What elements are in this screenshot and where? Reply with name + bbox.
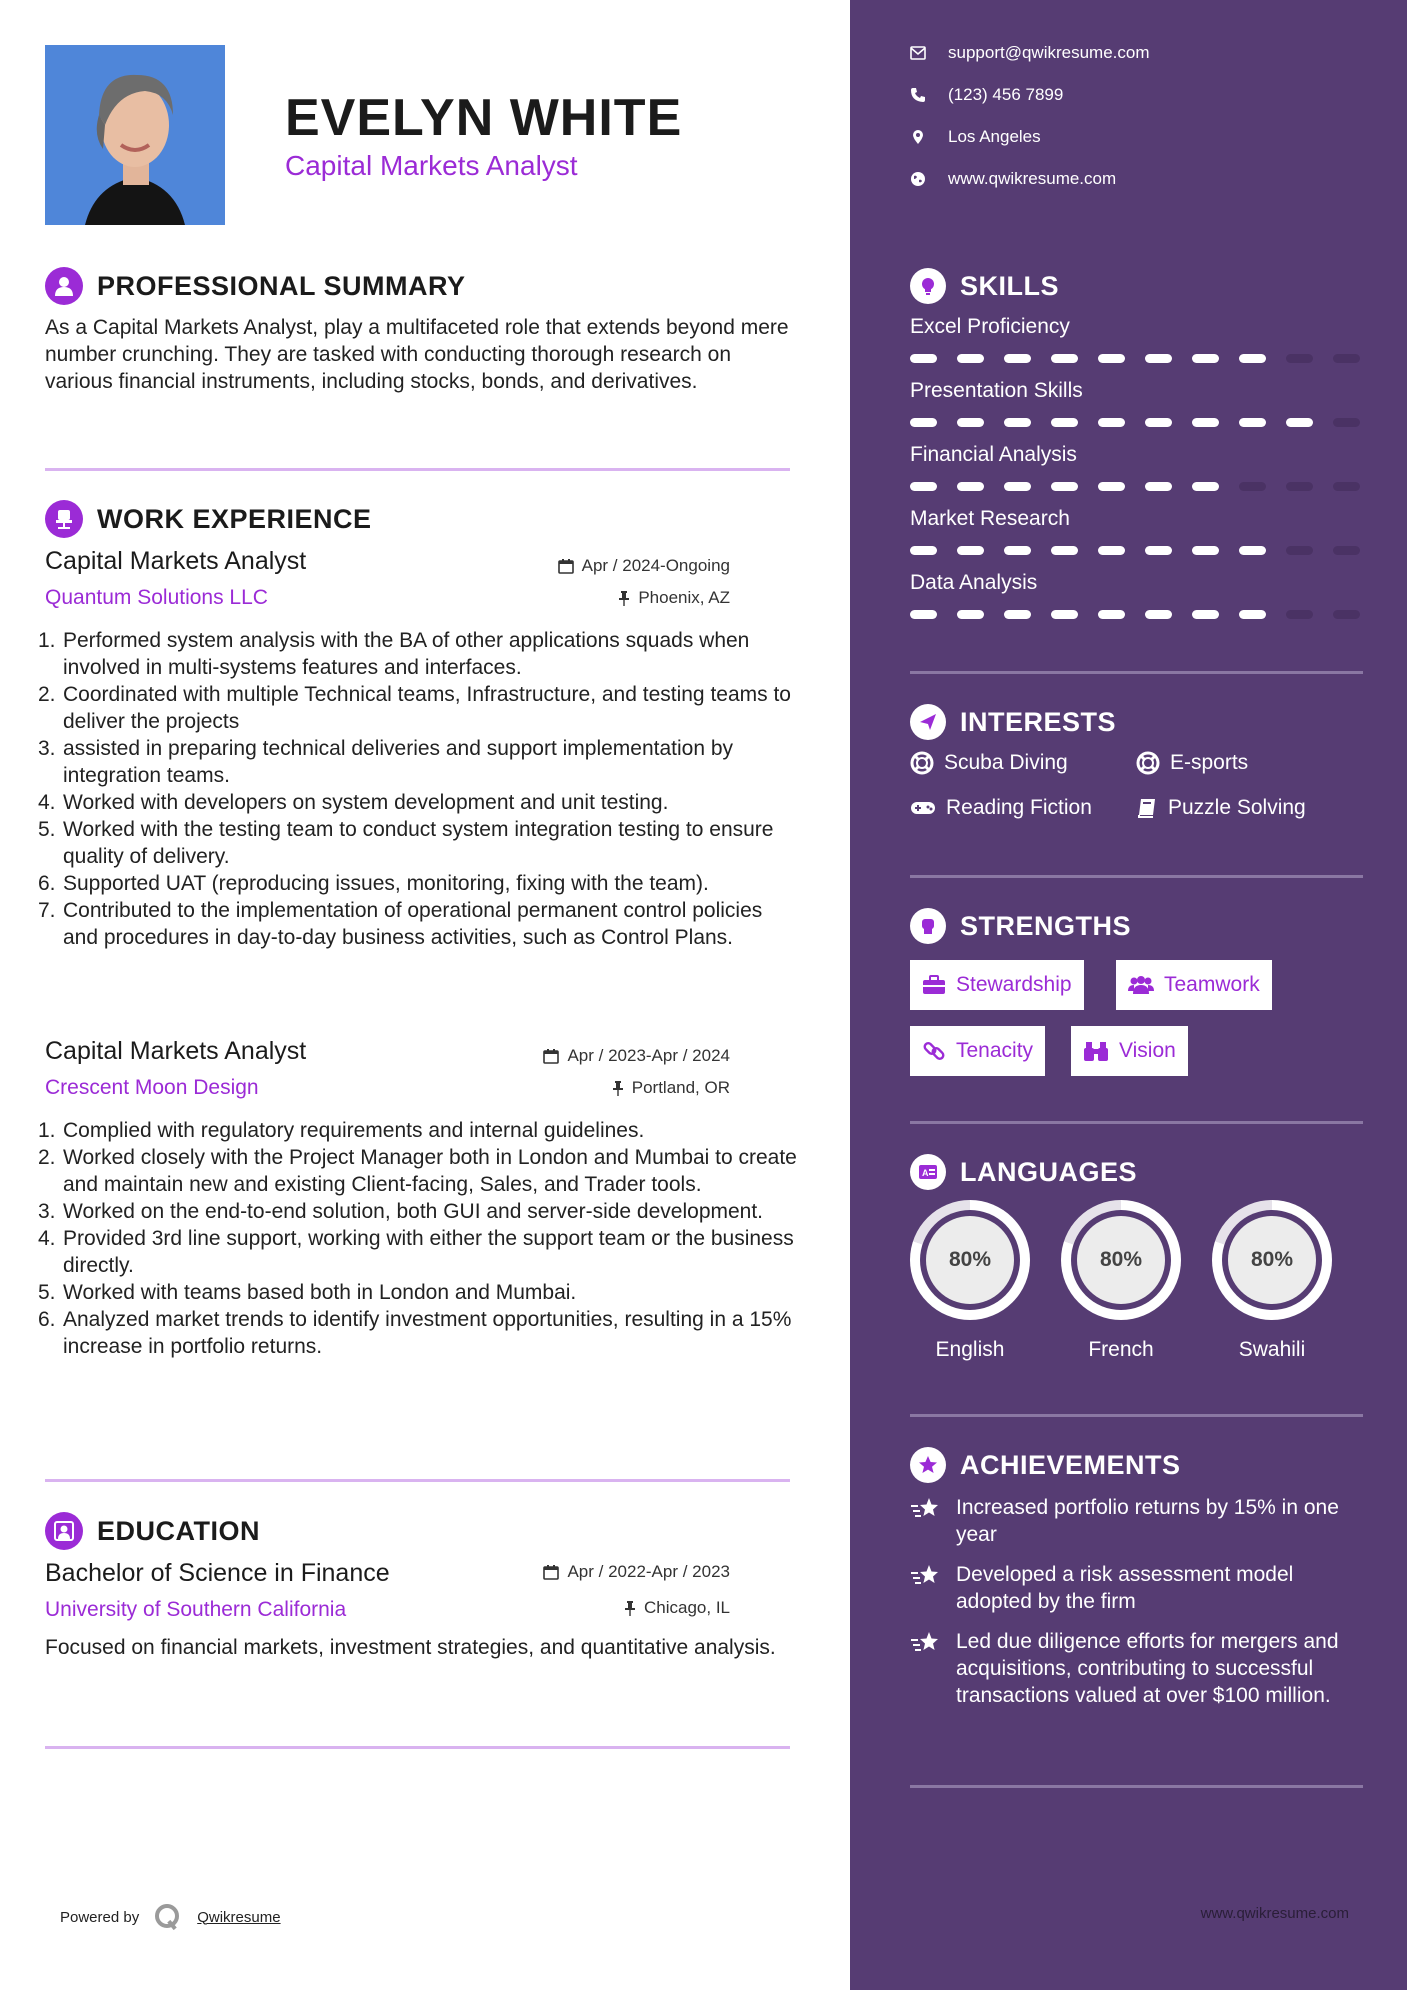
- skill-level-dash: [1239, 546, 1266, 555]
- map-pin-icon: [910, 129, 926, 145]
- skill-level-dash: [957, 610, 984, 619]
- skill-level-dash: [1051, 610, 1078, 619]
- skill-level-dash: [1098, 482, 1125, 491]
- skill-level-dash: [1051, 354, 1078, 363]
- skill-level-dash: [1098, 610, 1125, 619]
- skill-level-dash: [1192, 482, 1219, 491]
- interests-heading: INTERESTS: [910, 704, 1116, 740]
- list-item: 6. Supported UAT (reproducing issues, monitoring, fixing with the team).: [38, 872, 709, 895]
- section-divider: [910, 1785, 1363, 1788]
- skill-level-dash: [910, 418, 937, 427]
- skill-level-dash: [1004, 482, 1031, 491]
- list-item: 4. Provided 3rd line support, working with either the support team or the business directly.: [38, 1227, 794, 1277]
- star-icon: [910, 1496, 942, 1522]
- skill-level-dash: [957, 354, 984, 363]
- skill-level-dash: [910, 546, 937, 555]
- list-item: 7. Contributed to the implementation of operational permanent control policies and procedures in day-to-day business activities, such as Control Plans.: [38, 899, 763, 949]
- candidate-name: EVELYN WHITE: [285, 89, 683, 147]
- skill-level-dash: [1145, 610, 1172, 619]
- qwikresume-link[interactable]: Qwikresume: [197, 1908, 281, 1926]
- fist-icon: [910, 908, 946, 944]
- skill-level-dash: [1098, 546, 1125, 555]
- language-icon: [910, 1154, 946, 1190]
- skill-level-dash: [910, 610, 937, 619]
- list-item: 2. Worked closely with the Project Manager both in London and Mumbai to create and maintain new and existing Client-facing, Sales, and Trader tools.: [38, 1146, 797, 1196]
- skill-level-meter: [910, 546, 1360, 555]
- skill-level-dash: [1098, 354, 1125, 363]
- section-divider: [910, 671, 1363, 674]
- pin-icon: [624, 1600, 636, 1616]
- skill-name: Presentation Skills: [910, 379, 1083, 402]
- contact-email: support@qwikresume.com: [910, 43, 1150, 63]
- strengths-heading: STRENGTHS: [910, 908, 1131, 944]
- skill-level-dash: [1004, 546, 1031, 555]
- powered-by: Powered by Qwikresume: [60, 1902, 281, 1932]
- skill-level-dash: [1239, 482, 1266, 491]
- education-location: Chicago, IL: [624, 1598, 730, 1618]
- skill-level-dash: [910, 354, 937, 363]
- experience-heading: WORK EXPERIENCE: [45, 500, 372, 538]
- skill-level-dash: [1192, 418, 1219, 427]
- candidate-title: Capital Markets Analyst: [285, 150, 578, 181]
- language-ring: 80%: [910, 1200, 1030, 1320]
- section-divider: [45, 1479, 790, 1482]
- link-icon: [922, 1039, 946, 1063]
- star-icon: [910, 1630, 942, 1656]
- paper-plane-icon: [910, 704, 946, 740]
- skill-level-dash: [1004, 418, 1031, 427]
- skill-level-dash: [1192, 610, 1219, 619]
- qwikresume-logo-icon: [153, 1902, 183, 1932]
- interest-item: Reading Fiction: [910, 796, 1092, 820]
- skill-level-meter: [910, 354, 1360, 363]
- achievement-item: Developed a risk assessment model adopted by the firm: [910, 1561, 1370, 1615]
- skill-level-meter: [910, 482, 1360, 491]
- job-duties-list: [38, 627, 798, 951]
- section-divider: [45, 468, 790, 471]
- star-badge-icon: [910, 1447, 946, 1483]
- skill-level-dash: [1333, 354, 1360, 363]
- graduate-icon: [45, 1512, 83, 1550]
- chair-icon: [45, 500, 83, 538]
- sidebar: [850, 0, 1407, 1990]
- pin-icon: [612, 1080, 624, 1096]
- language-french: 80% French: [1061, 1200, 1181, 1362]
- skill-level-dash: [1145, 354, 1172, 363]
- skill-level-dash: [1333, 546, 1360, 555]
- skill-level-dash: [1051, 482, 1078, 491]
- job-title: Capital Markets Analyst: [45, 547, 307, 575]
- footer-url[interactable]: www.qwikresume.com: [1200, 1905, 1349, 1922]
- job-dates: Apr / 2023-Apr / 2024: [543, 1046, 730, 1066]
- skill-name: Data Analysis: [910, 571, 1038, 594]
- envelope-icon: [910, 46, 926, 60]
- skill-level-dash: [1004, 610, 1031, 619]
- education-dates: Apr / 2022-Apr / 2023: [543, 1562, 730, 1582]
- skill-level-meter: [910, 418, 1360, 427]
- life-ring-icon: [1136, 751, 1160, 775]
- education-description: Focused on financial markets, investment strategies, and quantitative analysis.: [45, 1636, 776, 1659]
- interest-item: Scuba Diving: [910, 751, 1068, 775]
- briefcase-icon: [922, 975, 946, 995]
- school-name: University of Southern California: [45, 1598, 347, 1621]
- skill-level-dash: [957, 546, 984, 555]
- pin-icon: [618, 590, 630, 606]
- interest-item: Puzzle Solving: [1136, 796, 1306, 820]
- skills-heading: SKILLS: [910, 268, 1059, 304]
- summary-text: As a Capital Markets Analyst, play a multifaceted role that extends beyond mere number crunching. They are tasked with conducting thorough research on various financial instruments, including stocks, bonds, and derivatives.: [45, 316, 789, 393]
- svg-text:A: A: [922, 1168, 929, 1178]
- skill-level-dash: [1286, 482, 1313, 491]
- list-item: 3. Worked on the end-to-end solution, both GUI and server-side development.: [38, 1200, 764, 1223]
- job-title: Capital Markets Analyst: [45, 1037, 307, 1065]
- strength-chip: Tenacity: [910, 1026, 1045, 1076]
- skill-level-dash: [910, 482, 937, 491]
- achievement-item: Increased portfolio returns by 15% in one year: [910, 1494, 1370, 1548]
- education-heading: EDUCATION: [45, 1512, 260, 1550]
- list-item: 1. Complied with regulatory requirements and internal guidelines.: [38, 1119, 645, 1142]
- summary-heading: PROFESSIONAL SUMMARY: [45, 267, 466, 305]
- interest-item: E-sports: [1136, 751, 1248, 775]
- skill-level-dash: [1333, 418, 1360, 427]
- section-divider: [45, 1746, 790, 1749]
- profile-photo: [45, 45, 225, 225]
- gamepad-icon: [910, 799, 936, 817]
- job-dates: Apr / 2024-Ongoing: [558, 556, 730, 576]
- skill-level-dash: [1192, 354, 1219, 363]
- user-icon: [45, 267, 83, 305]
- book-icon: [1136, 797, 1158, 819]
- strength-chip: Stewardship: [910, 960, 1084, 1010]
- list-item: 5. Worked with teams based both in London and Mumbai.: [38, 1281, 577, 1304]
- job-company: Crescent Moon Design: [45, 1076, 259, 1099]
- strength-chip: Teamwork: [1116, 960, 1272, 1010]
- skill-level-dash: [1286, 418, 1313, 427]
- contact-website: www.qwikresume.com: [910, 169, 1116, 189]
- skill-level-dash: [957, 418, 984, 427]
- language-ring: 80%: [1061, 1200, 1181, 1320]
- list-item: 3. assisted in preparing technical deliveries and support implementation by integration teams.: [38, 737, 734, 787]
- list-item: 2. Coordinated with multiple Technical teams, Infrastructure, and testing teams to deliver the projects: [38, 683, 791, 733]
- skill-level-dash: [1098, 418, 1125, 427]
- skill-name: Financial Analysis: [910, 443, 1077, 466]
- calendar-icon: [543, 1564, 559, 1580]
- skill-level-dash: [1239, 610, 1266, 619]
- skill-level-dash: [1051, 418, 1078, 427]
- job-duties-list: [38, 1117, 798, 1360]
- job-company: Quantum Solutions LLC: [45, 586, 268, 609]
- skill-level-dash: [1333, 610, 1360, 619]
- strength-chip: Vision: [1071, 1026, 1188, 1076]
- binoculars-icon: [1083, 1040, 1109, 1062]
- skill-level-dash: [1286, 610, 1313, 619]
- star-icon: [910, 1563, 942, 1589]
- calendar-icon: [543, 1048, 559, 1064]
- degree-title: Bachelor of Science in Finance: [45, 1559, 390, 1587]
- language-swahili: 80% Swahili: [1212, 1200, 1332, 1362]
- lightbulb-icon: [910, 268, 946, 304]
- skill-level-dash: [1239, 418, 1266, 427]
- skill-level-dash: [1239, 354, 1266, 363]
- section-divider: [910, 1414, 1363, 1417]
- skill-level-dash: [1145, 482, 1172, 491]
- list-item: 1. Performed system analysis with the BA of other applications squads when involved in multi-systems features and interfaces.: [38, 629, 750, 679]
- phone-icon: [910, 87, 926, 103]
- skill-level-dash: [1286, 354, 1313, 363]
- contact-location: Los Angeles: [910, 127, 1041, 147]
- contact-phone: (123) 456 7899: [910, 85, 1063, 105]
- achievement-item: Led due diligence efforts for mergers and acquisitions, contributing to successful transactions valued at over $100 million.: [910, 1628, 1370, 1709]
- skill-level-dash: [1004, 354, 1031, 363]
- skill-name: Market Research: [910, 507, 1070, 530]
- calendar-icon: [558, 558, 574, 574]
- globe-icon: [910, 171, 926, 187]
- skill-name: Excel Proficiency: [910, 315, 1070, 338]
- achievements-heading: ACHIEVEMENTS: [910, 1447, 1181, 1483]
- list-item: 6. Analyzed market trends to identify investment opportunities, resulting in a 15% increase in portfolio returns.: [38, 1308, 792, 1358]
- skill-level-dash: [1145, 546, 1172, 555]
- languages-heading: A LANGUAGES: [910, 1154, 1137, 1190]
- users-icon: [1128, 975, 1154, 995]
- skill-level-dash: [1192, 546, 1219, 555]
- skill-level-dash: [1051, 546, 1078, 555]
- life-ring-icon: [910, 751, 934, 775]
- job-location: Phoenix, AZ: [618, 588, 730, 608]
- language-ring: 80%: [1212, 1200, 1332, 1320]
- job-location: Portland, OR: [612, 1078, 730, 1098]
- skill-level-dash: [957, 482, 984, 491]
- skill-level-dash: [1145, 418, 1172, 427]
- list-item: 4. Worked with developers on system development and unit testing.: [38, 791, 669, 814]
- section-divider: [910, 1121, 1363, 1124]
- skill-level-dash: [1286, 546, 1313, 555]
- skill-level-meter: [910, 610, 1360, 619]
- skill-level-dash: [1333, 482, 1360, 491]
- section-divider: [910, 875, 1363, 878]
- list-item: 5. Worked with the testing team to conduct system integration testing to ensure quality of delivery.: [38, 818, 774, 868]
- language-english: 80% English: [910, 1200, 1030, 1362]
